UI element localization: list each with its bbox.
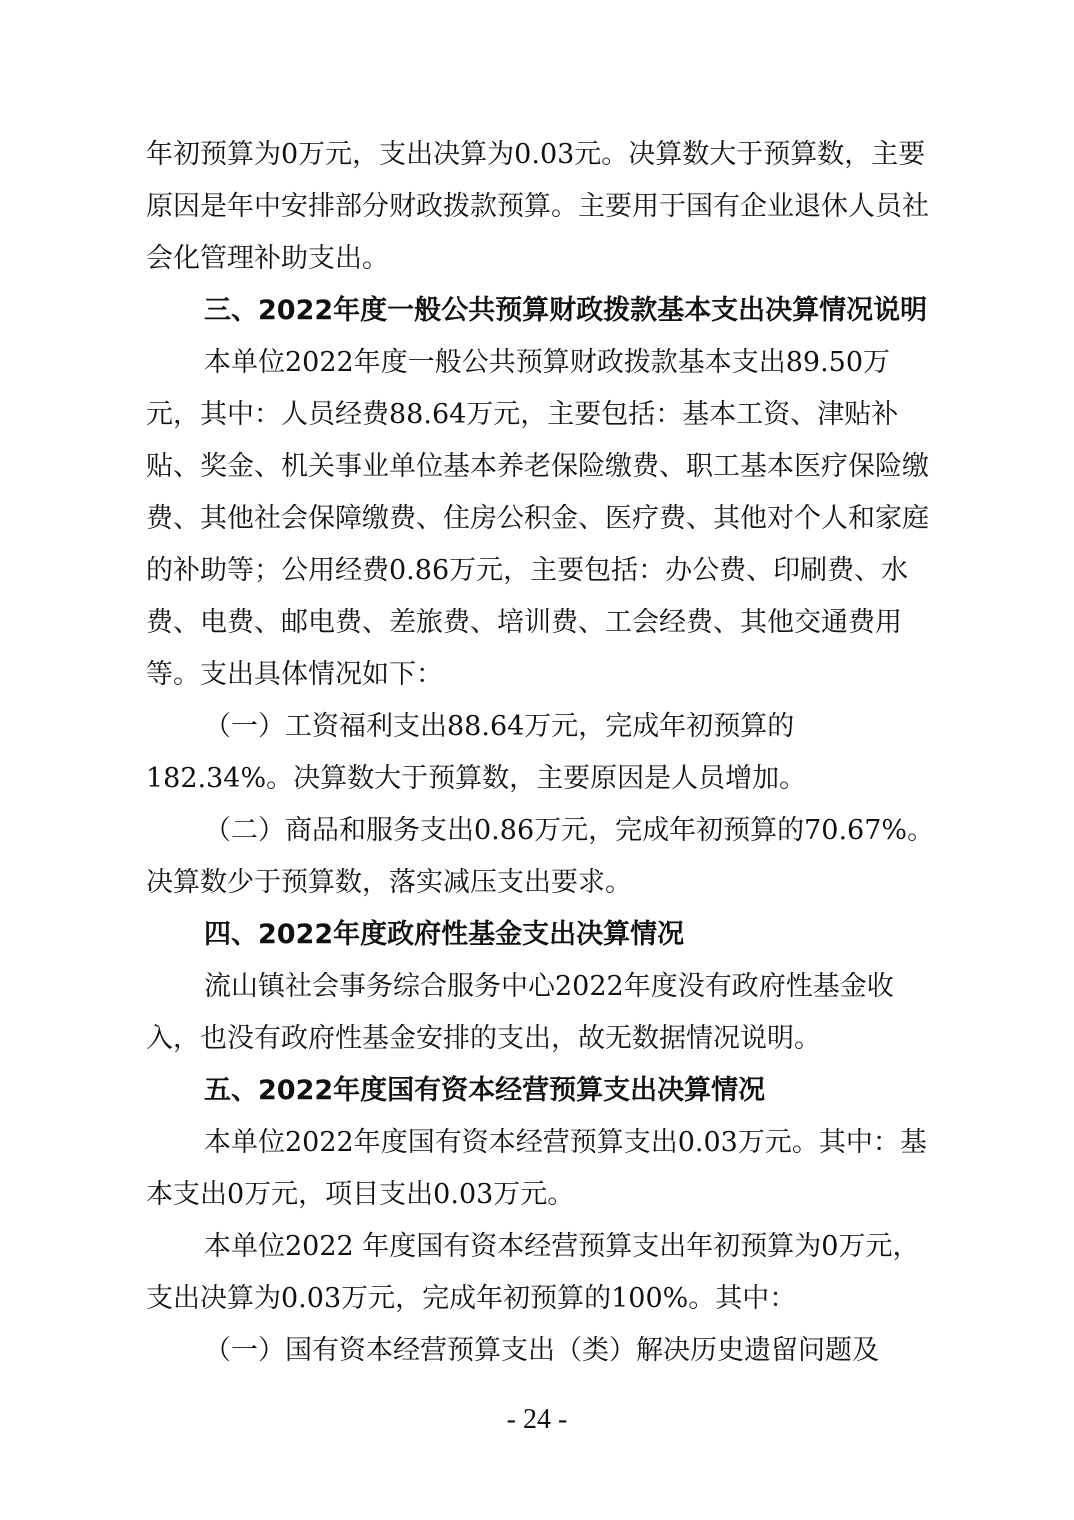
paragraph-goods-services: （二）商品和服务支出0.86万元，完成年初预算的70.67%。决算数少于预算数，落实减压支出要求。 bbox=[146, 815, 935, 898]
paragraph-state-capital-total: 本单位2022年度国有资本经营预算支出0.03万元。其中：基本支出0万元，项目支出0.03万元。 bbox=[146, 1127, 927, 1210]
paragraph-continuation: 年初预算为0万元，支出决算为0.03元。决算数大于预算数，主要原因是年中安排部分财政拨款预算。主要用于国有企业退休人员社会化管理补助支出。 bbox=[146, 139, 929, 274]
page-number: - 24 - bbox=[506, 1404, 568, 1435]
section-heading-4: 四、2022年度政府性基金支出决算情况 bbox=[204, 919, 685, 950]
paragraph-state-capital-budget: 本单位2022 年度国有资本经营预算支出年初预算为0万元，支出决算为0.03万元，完成年初预算的100%。其中： bbox=[146, 1231, 920, 1314]
paragraph-basic-expenditure: 本单位2022年度一般公共预算财政拨款基本支出89.50万元，其中：人员经费88.64万元，主要包括：基本工资、津贴补贴、奖金、机关事业单位基本养老保险缴费、职工基本医疗保险缴费、其他社会保障缴费、住房公积金、医疗费、其他对个人和家庭的补助等；公用经费0.86万元，主要包括：办公费、印刷费、水费、电费、邮电费、差旅费、培训费、工会经费、其他交通费用等。支出具体情况如下： bbox=[146, 347, 929, 690]
body-text bbox=[146, 129, 936, 1377]
paragraph-government-fund: 流山镇社会事务综合服务中心2022年度没有政府性基金收入，也没有政府性基金安排的支出，故无数据情况说明。 bbox=[146, 971, 894, 1054]
section-heading-3: 三、2022年度一般公共预算财政拨款基本支出决算情况说明 bbox=[204, 295, 928, 326]
section-heading-5: 五、2022年度国有资本经营预算支出决算情况 bbox=[204, 1075, 766, 1106]
paragraph-state-capital-item-1: （一）国有资本经营预算支出（类）解决历史遗留问题及 bbox=[204, 1335, 879, 1366]
paragraph-wages-welfare: （一）工资福利支出88.64万元，完成年初预算的182.34%。决算数大于预算数，主要原因是人员增加。 bbox=[146, 711, 807, 794]
